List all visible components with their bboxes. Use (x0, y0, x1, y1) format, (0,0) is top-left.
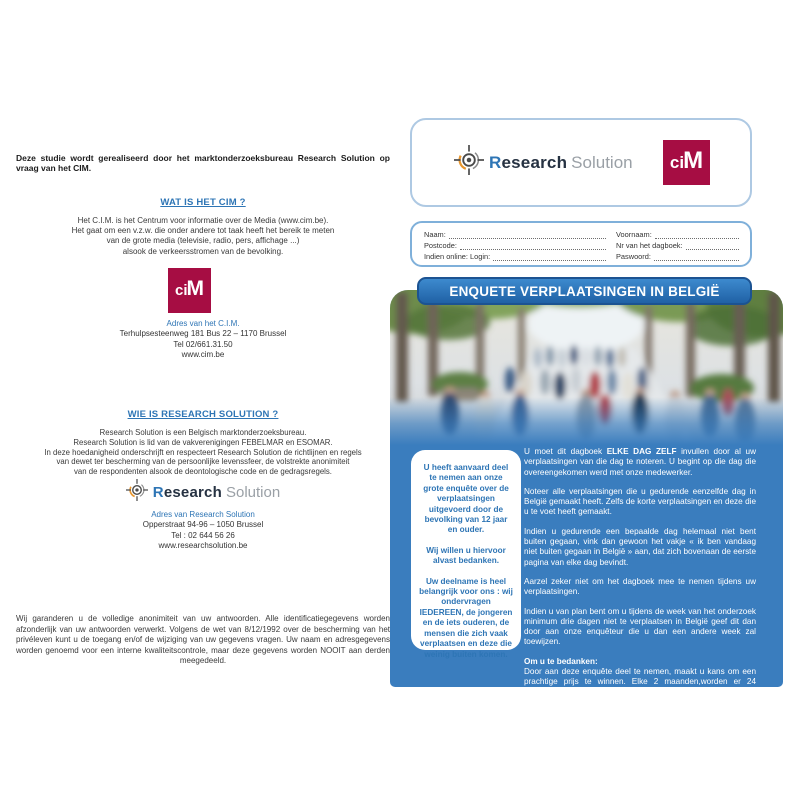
diary-instructions (524, 447, 756, 717)
login-field (493, 252, 606, 261)
rs-address-block (16, 510, 390, 552)
research-solution-logo (16, 480, 390, 504)
form-row-paswoord (616, 250, 739, 261)
cim-address-label: Adres van het C.I.M. (166, 319, 240, 328)
research-solution-wordmark: Research Solution (152, 483, 281, 501)
survey-title-banner: ENQUETE VERPLAATSINGEN IN BELGIË (417, 277, 752, 305)
who-is-research-solution-heading: WIE IS RESEARCH SOLUTION ? (127, 409, 279, 420)
research-solution-logo (454, 145, 633, 180)
voornaam-field (655, 230, 739, 239)
form-right-column (616, 228, 739, 261)
cim-description-line: Het gaat om een v.z.w. die onder andere tot taak heeft het bereik te meten (71, 226, 335, 236)
cim-description (16, 216, 390, 257)
naam-field (449, 230, 606, 239)
crowd-street-photo (390, 290, 783, 445)
rs-description-line: Research Solution is lid van de vakverenigingen FEBELMAR en ESOMAR. (73, 437, 333, 447)
form-row-login (424, 250, 606, 261)
form-left-column (424, 228, 606, 261)
instruction-note-trips: Noteer alle verplaatsingen die u gedurende eenzelfde dag in België gemaakt heeft. Zelfs de korte verplaatsingen en deze die u te voet heeft gemaakt. (524, 486, 756, 517)
cim-description-line: Het C.I.M. is het Centrum voor informatie over de Media (www.cim.be). (77, 216, 329, 225)
rs-description-line: In deze hoedanigheid onderschrijft en respecteert Research Solution de richtlijnen en regels (44, 447, 362, 457)
cim-description-line: alsook de verkeersstromen van de bevolking. (122, 246, 284, 256)
dagboeknr-label: Nr van het dagboek: (616, 241, 683, 250)
cim-description-line: van de grote media (televisie, radio, pers, affichage ...) (106, 236, 300, 246)
cim-logo: ci M (168, 268, 211, 313)
study-intro-line: Deze studie wordt gerealiseerd door het marktonderzoeksbureau Research Solution op vraag van het CIM. (16, 153, 390, 173)
form-row-dagboeknr (616, 239, 739, 250)
rs-address-line: Tel : 02 644 56 26 (171, 530, 235, 540)
importance-paragraph: Uw deelname is heel belangrijk voor ons : wij ondervragen IEDEREEN, de jongeren en de iets ouderen, de mensen die zich vaak verplaatsen en deze die weinig buiten komen. (419, 576, 513, 659)
photo-blue-fade (390, 397, 783, 445)
paswoord-field (654, 252, 739, 261)
instruction-fill-daily: U moet dit dagboek ELKE DAG ZELF invullen door al uw verplaatsingen van die dag te noteren. U begint op die dag die overeengekomen werd met onze medewerker. (524, 447, 757, 477)
rs-description-line: van dewet ter bescherming van de persoonlijke levenssfeer, de volstrekte anonimiteit (56, 457, 350, 467)
thanks-paragraph: Wij willen u hiervoor alvast bedanken. (426, 545, 506, 566)
postcode-field (460, 241, 606, 250)
cim-logo: ci M (663, 140, 710, 185)
instruction-not-outside: Indien u gedurende een bepaalde dag helemaal niet bent buiten gegaan, vink dan gewoon het vakje « ik ben vandaag niet buiten gegaan in België » aan, dat zich bovenaan de eerste pagina van elke dag bevindt. (524, 526, 756, 567)
form-row-voornaam (616, 228, 739, 239)
crosshair-target-icon (126, 479, 148, 506)
participation-paragraph: U heeft aanvaard deel te nemen aan onze grote enquête over de verplaatsingen uitgevoerd door de bevolking van 12 jaar en ouder. (423, 463, 509, 535)
naam-label: Naam: (424, 230, 446, 239)
instruction-other-week: Indien u van plan bent om u tijdens de week van het onderzoek minimum drie dagen niet te verplaatsen in België geef dit dan door aan onze enquêteur die u dan een andere week zal toewijzen. (524, 606, 756, 647)
privacy-guarantee-paragraph: Wij garanderen u de volledige anonimiteit van uw antwoorden. Alle identificatiegegevens worden afzonderlijk van uw antwoorden verwerkt. Volgens de wet van 8/12/1992 over de bescherming van het privéleven kunt u de toegang en/of de wijziging van uw gegevens vragen. Uw naam en adresgegevens worden genoemd voor een interne kwaliteitscontrole, maar deze gegevens worden NOOIT aan derden meegedeeld. (16, 614, 390, 666)
postcode-label: Postcode: (424, 241, 457, 250)
rs-address-line: Opperstraat 94-96 – 1050 Brussel (142, 520, 264, 530)
logos-header-card (410, 118, 752, 207)
crosshair-target-icon (454, 145, 484, 180)
rs-address-label: Adres van Research Solution (151, 510, 255, 519)
cim-address-block (16, 319, 390, 361)
cim-logo-text: ci (174, 282, 188, 299)
reward-paragraph: Door aan deze enquête deel te nemen, maakt u kans om een prachtige prijs te winnen. Elke 2 maanden,worden er 24 winnaars bij trekking bepaald. Zij krijgen een cadeaubon die varieert tussen 20 € en 250 €. (524, 667, 756, 707)
reward-heading: Om u te bedanken: (524, 656, 598, 666)
instruction-take-diary: Aarzel zeker niet om het dagboek mee te nemen tijdens uw verplaatsingen. (524, 576, 756, 597)
rs-description-line: Research Solution is een Belgisch marktonderzoeksbureau. (99, 428, 307, 437)
rs-website: www.researchsolution.be (158, 541, 248, 551)
form-row-naam (424, 228, 606, 239)
respondent-info-form (410, 221, 752, 267)
form-row-postcode (424, 239, 606, 250)
research-solution-description (16, 428, 390, 477)
dagboeknr-field (686, 241, 739, 250)
research-solution-wordmark: Research Solution (489, 152, 633, 172)
cim-address-line: Tel 02/661.31.50 (173, 339, 233, 349)
what-is-cim-heading: WAT IS HET CIM ? (160, 197, 246, 208)
cim-address-line: Terhulpsesteenweg 181 Bus 22 – 1170 Brussel (119, 329, 287, 339)
rs-description-line: van de respondenten alsook de deontologische code en de gedragsregels. (74, 467, 332, 477)
voornaam-label: Voornaam: (616, 230, 652, 239)
login-label: Indien online: Login: (424, 252, 491, 261)
paswoord-label: Paswoord: (616, 252, 651, 261)
cim-website: www.cim.be (181, 350, 225, 360)
participation-thanks-box (411, 450, 521, 659)
